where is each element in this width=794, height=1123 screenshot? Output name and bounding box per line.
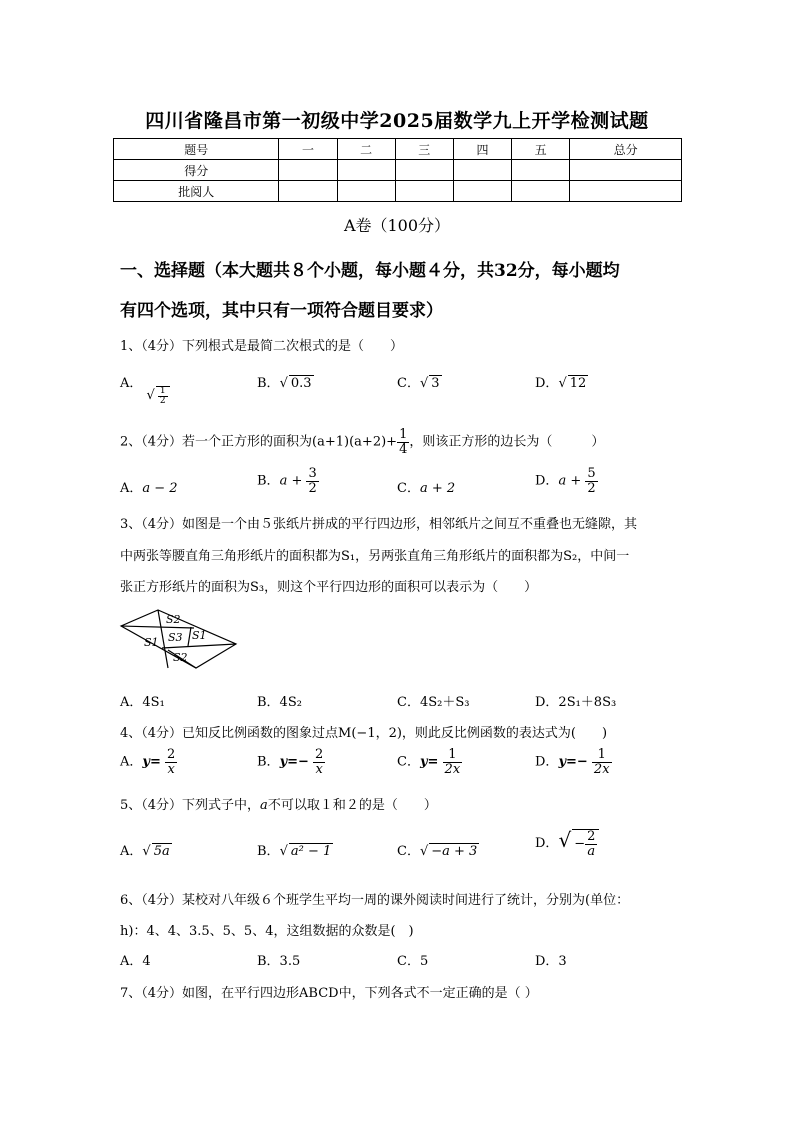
frac-den: x [315, 761, 323, 777]
option-label: C． [397, 844, 420, 859]
grader-cell[interactable] [395, 181, 453, 202]
radicand: 3 [431, 376, 440, 391]
option-label: D． [535, 473, 559, 489]
parallelogram-figure [118, 606, 240, 672]
header-cell: 二 [337, 139, 395, 160]
q5-option-c[interactable]: C．√ −a + 3 [397, 844, 478, 859]
header-cell: 四 [453, 139, 511, 160]
score-cell[interactable] [395, 160, 453, 181]
q6-line1: 6、（4分）某校对八年级６个班学生平均一周的课外阅读时间进行了统计，分别为(单位： [120, 893, 630, 908]
q3-line3: 张正方形纸片的面积为S₃，则这个平行四边形的面积可以表示为（ ） [120, 580, 538, 595]
q5-option-b[interactable]: B．√ a² − 1 [257, 844, 332, 859]
fig-line [121, 626, 194, 628]
frac-den: x [167, 761, 175, 777]
option-label: B． [257, 754, 280, 770]
score-row [114, 160, 682, 181]
option-label: D． [535, 376, 559, 391]
part1-heading-line1: 一、选择题（本大题共８个小题，每小题４分，共32分，每小题均 [120, 261, 620, 281]
q6-line2: h)：4、4、3.5、5、5、4，这组数据的众数是( ) [120, 924, 414, 939]
q4-option-b[interactable] [257, 748, 325, 776]
option-label: A． [120, 844, 143, 859]
frac-den: 2 [159, 396, 166, 406]
row-label: 批阅人 [114, 181, 279, 202]
grader-cell[interactable] [453, 181, 511, 202]
option-label: C． [397, 481, 420, 496]
score-cell[interactable] [512, 160, 570, 181]
score-cell[interactable] [570, 160, 682, 181]
q3-option-c[interactable]: C．4S₂＋S₃ [397, 695, 470, 710]
option-value: − [574, 836, 586, 852]
q1-option-a[interactable] [120, 372, 170, 406]
radicand: 12 [569, 376, 587, 391]
q5-stem-post: 不可以取１和２的是（ ） [267, 798, 437, 813]
q5-option-a[interactable]: A．√ 5a [120, 844, 170, 859]
option-label: B． [257, 376, 280, 391]
radicand: −a + 3 [431, 844, 478, 859]
q2-stem [120, 428, 604, 456]
score-cell[interactable] [337, 160, 395, 181]
part1-heading-line2: 有四个选项，其中只有一项符合题目要求） [120, 301, 443, 321]
option-label: A． [120, 481, 143, 496]
score-cell[interactable] [453, 160, 511, 181]
q2-stem-post: ，则该正方形的边长为（ ） [409, 434, 605, 450]
grader-cell[interactable] [337, 181, 395, 202]
fig-label-s2-bottom: S2 [173, 651, 188, 664]
q6-option-b[interactable]: B．3.5 [257, 954, 301, 969]
q3-line1: 3、（4分）如图是一个由５张纸片拼成的平行四边形，相邻纸片之间互不重叠也无缝隙，其 [120, 517, 638, 532]
q3-option-b[interactable]: B．4S₂ [257, 695, 302, 710]
fig-label-s1-left: S1 [144, 636, 159, 649]
q4-option-c[interactable] [397, 748, 462, 776]
fig-label-s3-center: S3 [168, 631, 183, 644]
frac-num: 1 [399, 427, 408, 442]
option-value: y= [419, 754, 439, 770]
q7-stem: 7、（4分）如图，在平行四边形ABCD中，下列各式不一定正确的是（ ） [120, 986, 538, 1001]
header-cell: 三 [395, 139, 453, 160]
frac-num: 1 [592, 748, 612, 763]
option-value: y=− [279, 754, 309, 770]
q6-option-a[interactable]: A．4 [120, 954, 151, 969]
frac-num: 2 [315, 747, 324, 762]
frac-num: 2 [166, 747, 176, 762]
q1-option-d[interactable]: D．√ 12 [535, 376, 587, 391]
q5-option-d[interactable]: D．√ − $\frac{2}{a}$ [535, 828, 599, 858]
option-value: y=− [558, 754, 588, 770]
fig-label-s2-top: S2 [166, 613, 181, 626]
q2-option-d[interactable] [535, 467, 598, 495]
option-label: A． [120, 754, 143, 770]
page-title: 四川省隆昌市第一初级中学2025届数学九上开学检测试题 [145, 110, 649, 132]
score-table [113, 138, 682, 202]
radicand: 5a [153, 844, 170, 859]
q2-option-a[interactable] [120, 477, 178, 496]
option-value: a + 2 [419, 481, 456, 496]
radicand: 0.3 [290, 376, 312, 391]
frac-den: 2 [587, 480, 596, 496]
option-label: B． [257, 844, 280, 859]
option-label: C． [397, 376, 420, 391]
q4-option-d[interactable] [535, 748, 612, 776]
score-cell[interactable] [279, 160, 337, 181]
header-cell: 五 [512, 139, 570, 160]
row-label: 得分 [114, 160, 279, 181]
q1-stem: 1、（4分）下列根式是最简二次根式的是（ ） [120, 339, 404, 354]
grader-cell[interactable] [570, 181, 682, 202]
frac-num: 3 [308, 466, 317, 481]
q5-stem-var: a [260, 798, 268, 813]
q2-stem-pre: 2、（4分）若一个正方形的面积为(a+1)(a+2)+ [120, 434, 398, 450]
q3-option-d[interactable]: D．2S₁＋8S₃ [535, 695, 617, 710]
frac-num: 2 [587, 828, 596, 844]
grader-row [114, 181, 682, 202]
fig-label-s1-right: S1 [192, 629, 207, 642]
sqrt-frac: √ $\frac{1}{2}$ [147, 388, 170, 403]
q5-stem-pre: 5、（4分）下列式子中， [120, 798, 261, 813]
option-label: A． [120, 376, 143, 391]
q1-option-c[interactable]: C．√ 3 [397, 376, 440, 391]
score-table-header [114, 139, 682, 160]
frac-den: a [587, 843, 596, 859]
option-label: B． [257, 473, 280, 489]
header-cell: 一 [279, 139, 337, 160]
q2-option-c[interactable] [397, 477, 455, 496]
q2-option-b[interactable] [257, 467, 319, 495]
option-label: D． [535, 836, 559, 851]
q4-option-a[interactable] [120, 748, 177, 776]
option-label: D． [535, 754, 559, 770]
q3-option-a[interactable]: A．4S₁ [120, 695, 165, 710]
q5-stem [120, 794, 437, 813]
frac-den: 2x [444, 761, 461, 777]
fig-line [162, 644, 236, 648]
option-value: a − 2 [142, 481, 178, 496]
frac-den: 2x [593, 761, 610, 777]
radicand: a² − 1 [290, 844, 332, 859]
option-value: a + [558, 473, 582, 489]
header-cell: 题号 [114, 139, 279, 160]
q4-stem: 4、（4分）已知反比例函数的图象过点M(−1，2)，则此反比例函数的表达式为( ) [120, 726, 608, 741]
frac-den: 4 [399, 441, 408, 457]
frac-num: 1 [159, 385, 166, 396]
q1-option-b[interactable]: B．√ 0.3 [257, 376, 312, 391]
grader-cell[interactable] [279, 181, 337, 202]
q6-option-c[interactable]: C．5 [397, 954, 429, 969]
option-value: y= [142, 754, 161, 770]
frac-num: 1 [443, 748, 463, 763]
option-label: C． [397, 754, 420, 770]
frac-num: 5 [587, 466, 596, 481]
grader-cell[interactable] [512, 181, 570, 202]
q3-line2: 中两张等腰直角三角形纸片的面积都为S₁，另两张直角三角形纸片的面积都为S₂，中间一 [120, 549, 630, 564]
option-value: a + [279, 473, 303, 489]
q6-option-d[interactable]: D．3 [535, 954, 567, 969]
section-a-title: A卷（100分） [343, 216, 451, 235]
header-cell: 总分 [570, 139, 682, 160]
frac-den: 2 [308, 480, 317, 496]
fig-line [188, 627, 191, 646]
